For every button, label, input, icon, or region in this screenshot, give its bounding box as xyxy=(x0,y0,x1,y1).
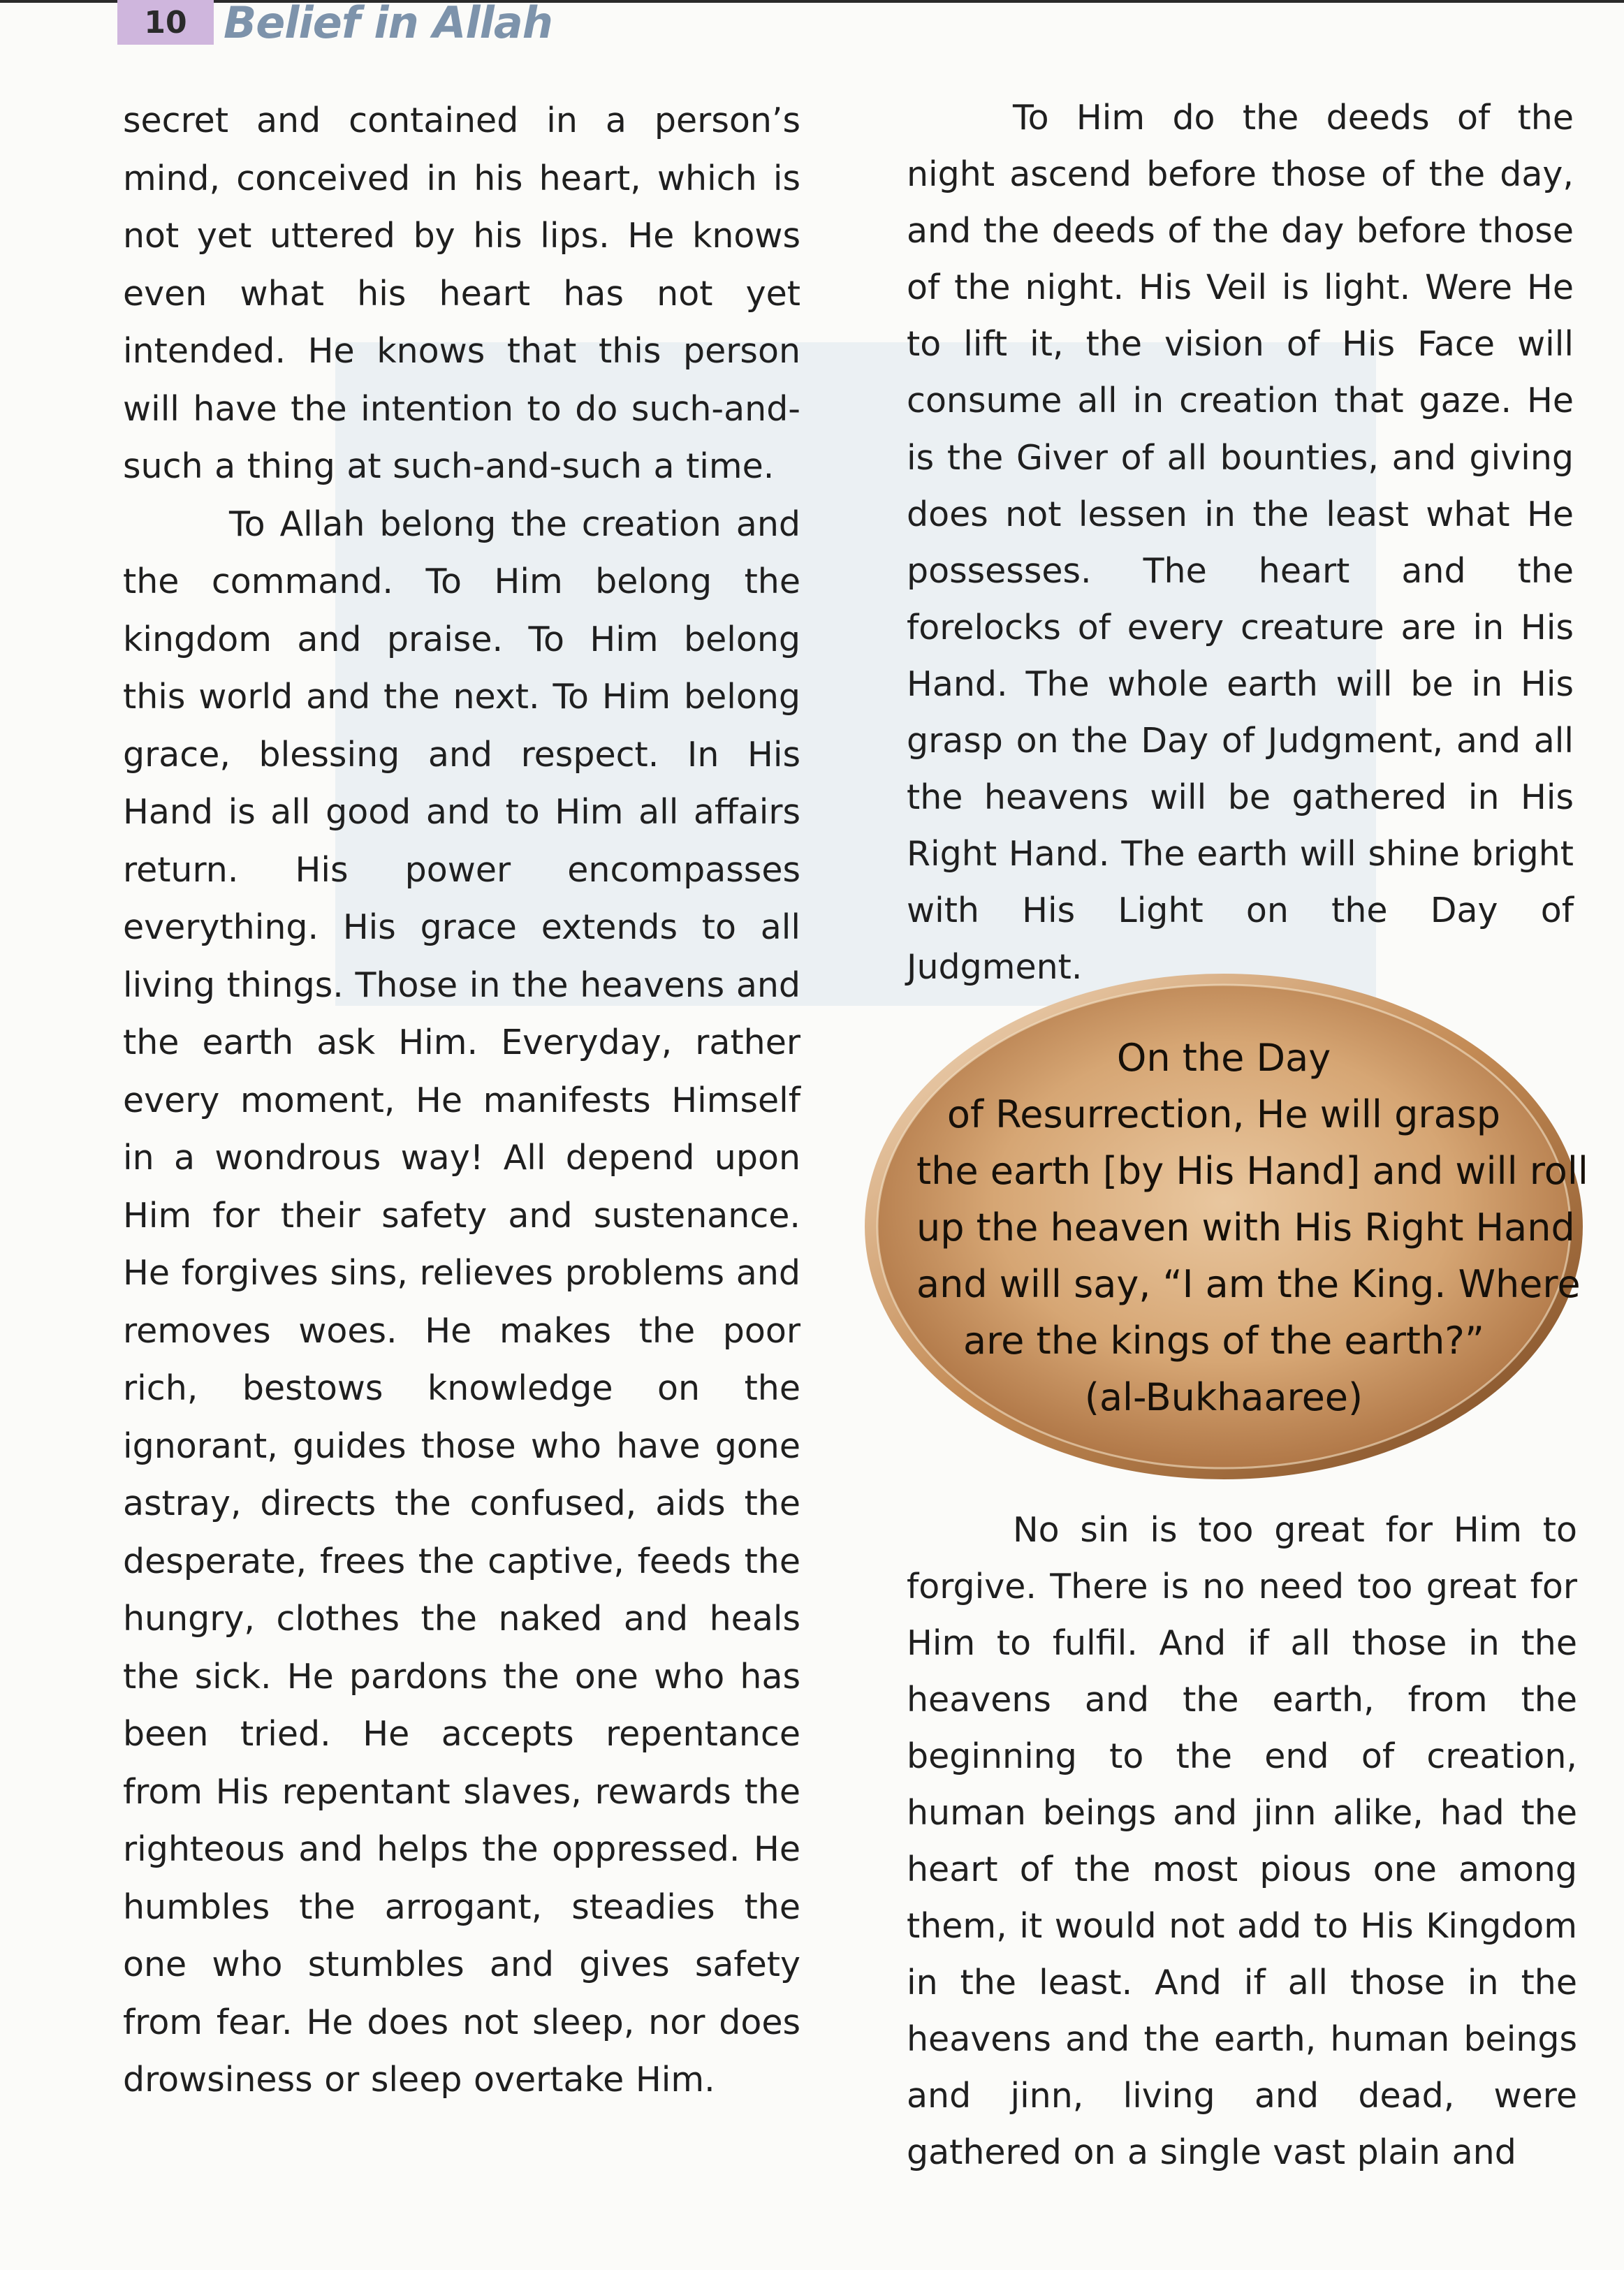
right-column-bottom xyxy=(907,1502,1577,2181)
running-title: Belief in Allah xyxy=(224,0,553,48)
callout-line: and will say, “I am the King. Where xyxy=(916,1262,1581,1306)
page-header xyxy=(117,0,553,48)
callout-line: up the heaven with His Right Hand xyxy=(916,1206,1575,1250)
callout-citation: (al-Bukhaaree) xyxy=(1084,1375,1363,1419)
left-column xyxy=(123,92,800,2109)
callout-line: On the Day xyxy=(1116,1036,1331,1080)
callout-text xyxy=(916,1030,1588,1426)
page-number: 10 xyxy=(117,0,214,45)
left-paragraph-2: To Allah belong the creation and the command. To Him belong the kingdom and praise. To Him belong this world and the next. To Him belong grace, blessing and respect. In His Hand is all good and to Him all affairs return. His power encompasses everything. His grace extends to all living things. Those in the heavens and the earth ask Him. Everyday, rather every moment, He manifests Himself in a wondrous way! All depend upon Him for their safety and sustenance. He forgives sins, relieves problems and removes woes. He makes the poor rich, bestows knowledge on the ignorant, guides those who have gone astray, directs the confused, aids the desperate, frees the captive, feeds the hungry, clothes the naked and heals the sick. He pardons the one who has been tried. He accepts repentance from His repentant slaves, rewards the righteous and helps the oppressed. He humbles the arrogant, steadies the one who stumbles and gives safety from fear. He does not sleep, nor does drowsiness or sleep overtake Him. xyxy=(123,504,800,2100)
right-paragraph-1: To Him do the deeds of the night ascend before those of the day, and the deeds of the day before those of the night. His Veil is light. Were He to lift it, the vision of His Face will consume all in creation that gaze. He is the Giver of all bounties, and giving does not lessen in the least what He possesses. The heart and the forelocks of every creature are in His Hand. The whole earth will be in His grasp on the Day of Judgment, and all the heavens will be gathered in His Right Hand. The earth will shine bright with His Light on the Day of Judgment. xyxy=(907,98,1574,988)
right-column-top xyxy=(907,89,1574,996)
right-paragraph-2: No sin is too great for Him to forgive. There is no need too great for Him to fulfil. And if all those in the heavens and the earth, from the beginning to the end of creation, human beings and jinn alike, had the heart of the most pious one among them, it would not add to His Kingdom in the least. And if all those in the heavens and the earth, human beings and jinn, living and dead, were gathered on a single vast plain and xyxy=(907,1510,1577,2172)
callout-line: the earth [by His Hand] and will roll xyxy=(916,1149,1588,1193)
left-paragraph-1: secret and contained in a person’s mind, conceived in his heart, which is not yet uttered by his lips. He knows even what his heart has not yet intended. He knows that this person will have the intention to do such-and-such a thing at such-and-such a time. xyxy=(123,101,800,486)
callout-line: of Resurrection, He will grasp xyxy=(946,1092,1501,1136)
hadith-callout xyxy=(861,969,1587,1484)
callout-line: are the kings of the earth?” xyxy=(963,1319,1484,1363)
